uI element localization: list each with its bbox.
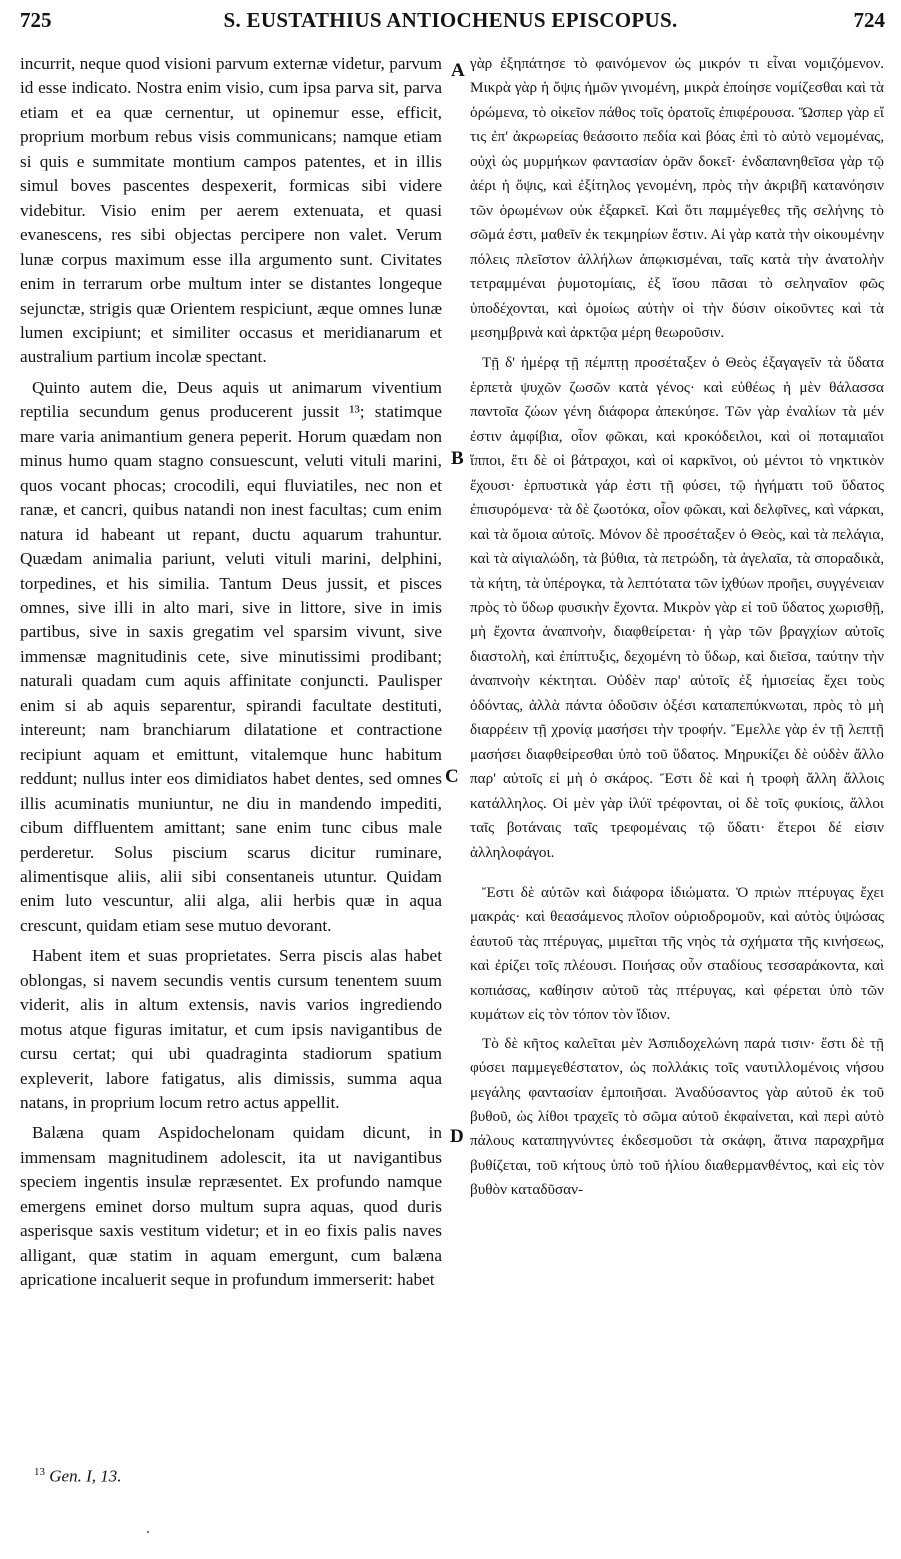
greek-column xyxy=(470,52,884,1203)
margin-letter-a: A xyxy=(451,60,465,81)
page-number-left: 725 xyxy=(20,8,52,32)
margin-letter-c: C xyxy=(445,766,459,787)
latin-paragraph: Habent item et suas proprietates. Serra piscis alas habet oblongas, si navem secundis ventis cursum tenentem suum viderit, alis in altum extensis, navis varios ingrediendo motus atque figuras imitatur, et cum ipsis navigantibus de cursu certat; qui ubi quadraginta stadiorum spatium expleverit, labore fatigatus, alis dimissis, summa aqua natans, in proprium locum retro actus appellit. xyxy=(20,946,442,1113)
greek-paragraph: Ἔστι δὲ αὐτῶν καὶ διάφορα ἰδιώματα. Ὁ πριὼν πτέρυγας ἔχει μακράς· καὶ θεασάμενος πλοῖον οὐριοδρομοῦν, καὶ αὐτὸς ὑψώσας ἑαυτοῦ τὰς πτέρυγας, μιμεῖται τῆς νηὸς τὰ σχήματα τῆς κινήσεως, καὶ ἐρίζει τοῖς πλέουσι. Ποιήσας οὖν σταδίους τεσσαράκοντα, καὶ κοπιάσας, καθίησιν αὐτοῦ τὰς πτέρυγας, καὶ φέρεται ὑπὸ τῶν κυμάτων εἰς τὸν τόπον τὸν ἴδιον. xyxy=(470,883,884,1024)
latin-paragraph: incurrit, neque quod visioni parvum externæ videtur, parvum id esse indicato. Nostra enim visio, cum ipsa parva sit, parva etiam et ea quæ cernentur, ut opinemur esse, efficit, proprium morbum rebus visis communicans; namque etiam si quis e summitate montium campos patentes, et in illis simul boves pascentes despexerit, formicas sibi videre videbitur. Visio enim per aerem extenuata, et quasi evanescens, res sibi objectas percipere non valet. Verum lunæ corpus maximum esse illa argumento sunt. Civitates enim in terrarum orbe multum inter se distantes longeque sejunctæ, strigis quæ Orientem respiciunt, æque omnes lunæ lumen excipiunt; et similiter occasus et meridianarum et australium partium incolæ spectant. xyxy=(20,54,442,367)
greek-paragraph: γὰρ ἐξηπάτησε τὸ φαινόμενον ὡς μικρόν τι εἶναι νομιζόμενον. Μικρὰ γὰρ ἡ ὄψις ἡμῶν γινομένη, μικρὰ ἐποίησε νομίζεσθαι καὶ τὰ ὁρώμενα, τὸ οἰκεῖον πάθος τοῖς ὁρατοῖς ἐπιφέρουσα. Ὥσπερ γὰρ εἴ τις ἐπ' ἀκρωρείας θεάσοιτο πεδία καὶ βόας ἐπὶ τὸ αὐτὸ νεμομένας, οὐχὶ ὡς μυρμήκων φαντασίαν ὁρᾶν δοκεῖ· ἐνδαπανηθεῖσα γὰρ τῷ ἀέρι ἡ ὄψις, καὶ ἐξίτηλος γενομένη, πρὸς τὴν ἀκριβῆ κατανόησιν τῶν ὁρωμένων οὐκ ἐξαρκεῖ. Καὶ ὅτι παμμέγεθες τῆς σελήνης τὸ σῶμά ἐστι, μαθεῖν ἐκ τεκμηρίων ἔστιν. Αἱ γὰρ κατὰ τὴν οἰκουμένην πόλεις πλεῖστον ἀλλήλων ἀπῳκισμέναι, ταῖς κατὰ τὴν ἀνατολὴν τετραμμέναι ῥυμοτομίαις, ἐξ ἴσου πᾶσαι τὸ σεληναῖον φῶς ὑποδέχονται, καὶ ὁμοίως αὐτὴν οἱ τὴν δύσιν οἰκοῦντες καὶ τὰ μεσημβρινὰ καὶ ἀρκτῷα μέρη θεωροῦσιν. xyxy=(470,55,884,341)
page-speck xyxy=(147,1531,149,1533)
footnote-text: Gen. I, 13. xyxy=(49,1466,122,1486)
page-header xyxy=(14,8,887,38)
margin-letter-b: B xyxy=(451,448,464,469)
greek-paragraph: Τὸ δὲ κῆτος καλεῖται μὲν Ἀσπιδοχελώνη παρά τισιν· ἔστι δὲ τῇ φύσει παμμεγεθέστατον, ὡς πολλάκις τοῖς ναυτιλλομένοις νήσου μεγάλης φαντασίαν ἐμποιῆσαι. Ἀναδύσαντος γὰρ αὐτοῦ ἐκ τοῦ βυθοῦ, ὡς λίθοι τραχεῖς τὸ σῶμα αὐτοῦ ἐκφαίνεται, καὶ περὶ αὐτὸ πάλους καταπηγνύντες ἐκδεσμοῦσι τὰ σκάφη, ἅτινα παραχρῆμα βυθίζεται, τοῦ κήτους ὑπὸ τοῦ ἡλίου διαθερμανθέντος, καὶ εἰς τὸν βυθὸν καταδῦσαν- xyxy=(470,1034,884,1199)
page-number-right: 724 xyxy=(853,8,885,32)
footnote-mark: 13 xyxy=(34,1466,45,1478)
latin-paragraph: Balæna quam Aspidochelonam quidam dicunt, in immensam magnitudinem adolescit, ita ut navigantibus speciem ingentis insulæ repræsentet. Ex profundo namque emergens eminet dorso multum supra aquas, quod duris asperisque saxis vestitum videtur; et in eo fixis palis naves alligant, quæ statim in aquam emergunt, cum balæna apricatione incaluerit seque in profundum immerserit: habet xyxy=(20,1123,442,1290)
running-title: S. EUSTATHIUS ANTIOCHENUS EPISCOPUS. xyxy=(223,8,678,32)
latin-paragraph: Quinto autem die, Deus aquis ut animarum viventium reptilia secundum genus producerent jussit ¹³; statimque mare varia animantium genera peperit. Horum quædam non minus humo quam stagno consuescunt, veluti vituli marini, quos vocant phocas; crocodili, equi fluviatiles, nec non et ranæ, et cancri, quibus natandi non inest facultas; cum enim natura id habeant ut repant, ductu aquarum trahuntur. Quædam animalia pariunt, veluti vituli marini, delphini, torpedines, et his similia. Tantum Deus jussit, et pisces omnes, sive illi in alto mari, sive in littore, sive in imis partibus, sive in saxis gregatim vel sparsim vivunt, sive immensæ magnitudinis cete, sive minutissimi prodibant; naturali quadam cum aquis affinitate conjuncti. Paulisper enim si ab aquis separentur, spirandi facultate destituti, intereunt; nam branchiarum dilatatione et contractione recipiunt aquam et emittunt, vitalemque hunc habitum reddunt; nullus inter eos dimidiatos habet dentes, sed omnes illis acuminatis muniuntur, ne diu in mandendo impediti, cibum diffluentem amittant; sane enim tunc cibus male perderetur. Solus piscium scarus dicitur ruminare, alimentisque aliis, alii sibi consentaneis utuntur. Quidam enim luto vescuntur, alii alga, alii herbis quæ in aqua crescunt, quidam etiam sese mutuo devorant. xyxy=(20,377,442,935)
footnote xyxy=(34,1466,121,1487)
greek-paragraph: Τῇ δ' ἡμέρᾳ τῇ πέμπτῃ προσέταξεν ὁ Θεὸς ἐξαγαγεῖν τὰ ὕδατα ἑρπετὰ ψυχῶν ζωσῶν κατὰ γένος· καὶ εὐθέως ἡ μὲν θάλασσα παντοῖα ζώων γένη διάφορα ἀπεκύησε. Τῶν γὰρ ἐναλίων τὰ μέν ἐστιν ἀμφίβια, οἷον φῶκαι, καὶ κροκόδειλοι, καὶ οἱ ποταμιαῖοι ἵπποι, ἔτι δὲ οἱ βάτραχοι, καὶ οἱ καρκῖνοι, οὐ μέντοι τὸ νηκτικὸν ἔχουσι· ἑρπυστικὰ γάρ ἐστι τῇ φύσει, τῷ ἡγήματι τοῦ ὕδατος ἐπισυρόμενα· τὰ δὲ ζωοτόκα, οἷον φῶκαι, καὶ δελφῖνες, καὶ νάρκαι, καὶ τὰ ὅμοια αὐτοῖς. Μόνον δὲ προσέταξεν ὁ Θεὸς, καὶ τὰ πελάγια, καὶ τὰ αἰγιαλώδη, τὰ βύθια, τὰ πετρώδη, τὰ ἀγελαῖα, τὰ σποραδικὰ, τὰ κήτη, τὰ ὑπέρογκα, τὰ λεπτότατα τῶν ἰχθύων προῆει, συγγένειαν πρὸς τὸ ὕδωρ φυσικὴν ἔχοντα. Μικρὸν γὰρ εἰ τοῦ ὕδατος χωρισθῇ, μὴ ἔχοντα ἀναπνοὴν, διαφθείρεται· ἡ γὰρ τῶν βραγχίων αὐτοῖς διαστολὴ, καὶ ἐπίπτυξις, δεχομένη τὸ ὕδωρ, καὶ διεῖσα, ταύτην τὴν ἀναπνοὴν κέκτηται. Οὐδὲν παρ' αὐτοῖς ἐξ ἡμισείας ἔχει τοὺς ὀδόντας, ἀλλὰ πάντα ὀδοῦσιν ὀξέσι καταπεπύκνωται, πρὸς τὸ μὴ διαρρέειν τῇ χρονίᾳ μασήσει τὴν τροφήν. Ἔμελλε γὰρ ἐν τῇ λεπτῇ μασήσει διαφθείρεσθαι ὑπὸ τοῦ ὕδατος. Μηρυκίζει δὲ οὐδὲν ἄλλο παρ' αὐτοῖς εἰ μὴ ὁ σκάρος. Ἔστι δὲ καὶ ἡ τροφὴ ἄλλη ἄλλοις κατάλληλος. Οἱ μὲν γὰρ ἰλύϊ τρέφονται, οἱ δὲ τοῖς φυκίοις, ἄλλοι ταῖς βοτάναις ταῖς τρεφομέναις τῷ ὕδατι· ἕτεροι δέ εἰσιν ἀλληλοφάγοι. xyxy=(470,354,884,861)
margin-letter-d: D xyxy=(450,1126,464,1147)
latin-column xyxy=(20,52,442,1293)
